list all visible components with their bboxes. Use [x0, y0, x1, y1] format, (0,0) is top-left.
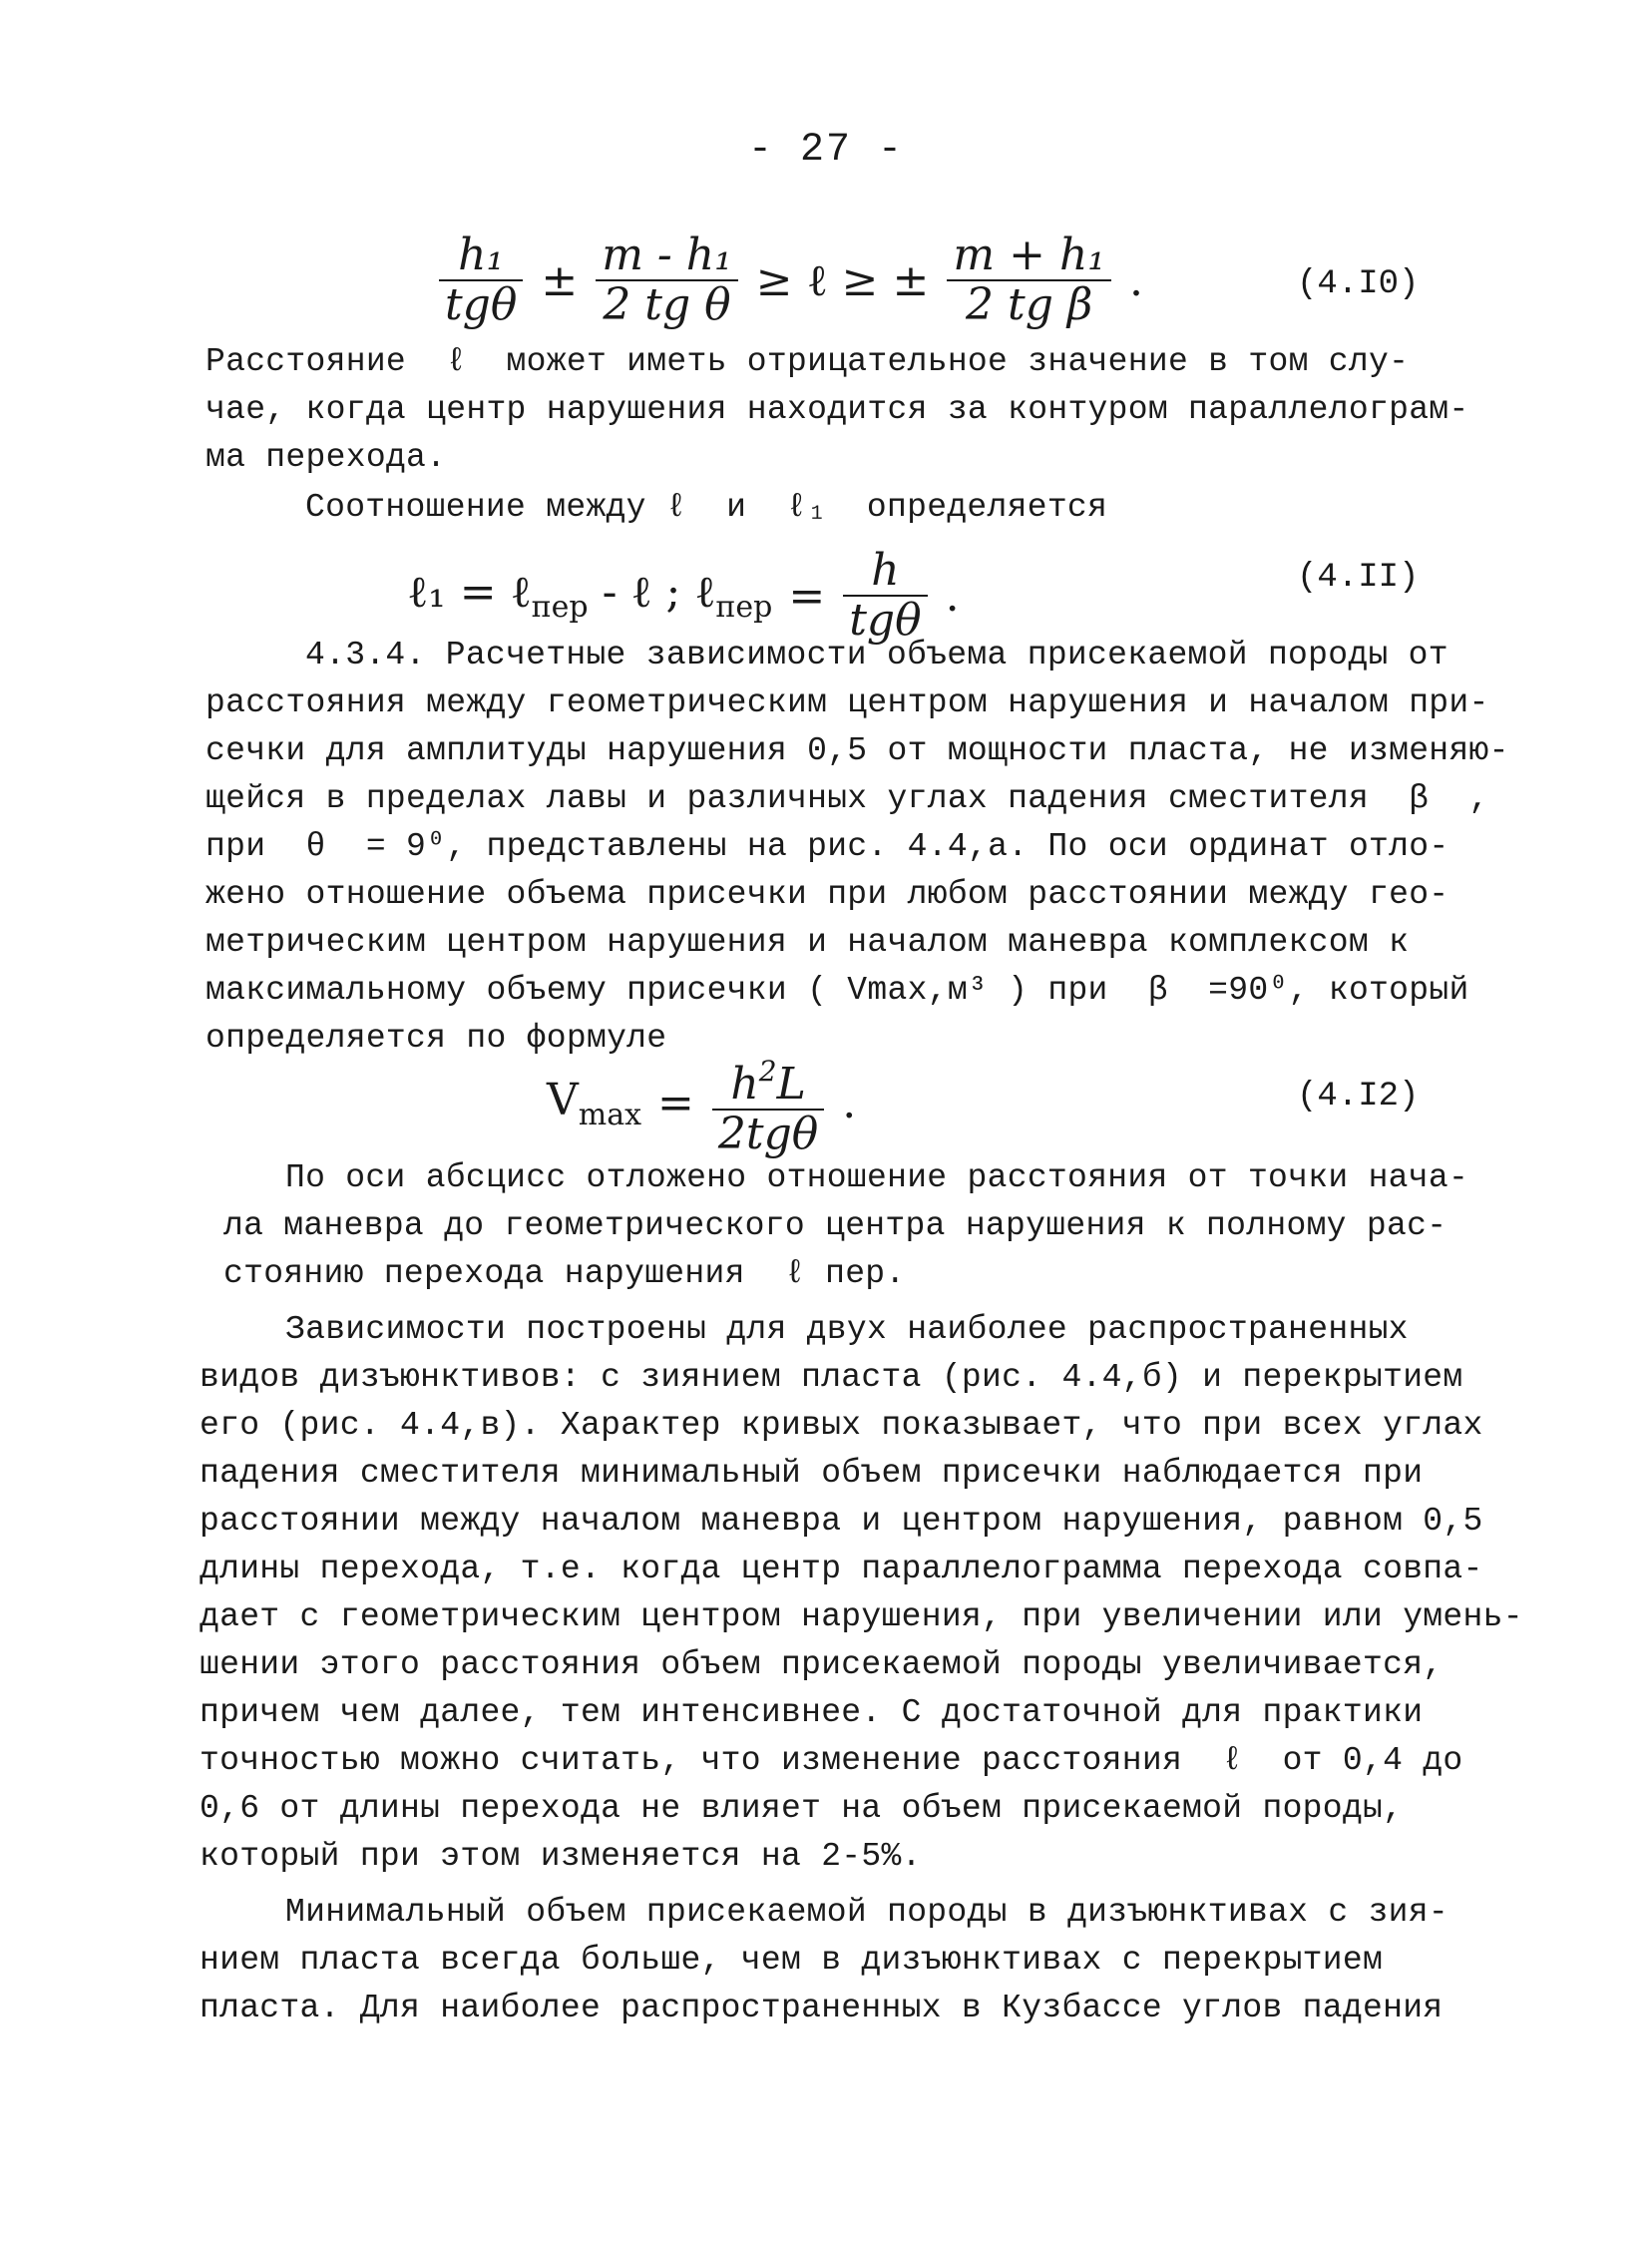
- operator: ±: [541, 254, 579, 306]
- text-line: шении этого расстояния объем присекаемой породы увеличивается,: [200, 1646, 1444, 1683]
- formula-end: .: [945, 570, 960, 622]
- numerator: m + h₁: [947, 231, 1111, 281]
- operator: =: [657, 1078, 694, 1128]
- text-line: видов дизъюнктивов: с зиянием пласта (рис. 4.4,б) и перекрытием: [200, 1359, 1463, 1396]
- denominator: tgθ: [849, 595, 922, 646]
- formula-text: V: [547, 1074, 579, 1125]
- formula-text: ℓ₁ = ℓ: [407, 567, 532, 618]
- text-line: 0,6 от длины перехода не влияет на объем присекаемой породы,: [200, 1790, 1404, 1827]
- fraction: [439, 231, 523, 329]
- text-line: чае, когда центр нарушения находится за контуром параллелограм-: [206, 391, 1469, 428]
- text-line: определяется по формуле: [206, 1020, 667, 1057]
- text-line: дает с геометрическим центром нарушения, при увеличении или умень-: [200, 1598, 1523, 1635]
- formula-text: - ℓ ; ℓ: [588, 567, 716, 618]
- equation-number: (4.I2): [1297, 1078, 1420, 1116]
- formula-part: [407, 567, 772, 625]
- fraction: [843, 547, 927, 645]
- formula-part: [547, 1075, 641, 1132]
- text-line: Минимальный объем присекаемой породы в дизъюнктивах с зия-: [285, 1894, 1448, 1931]
- text-line: Зависимости построены для двух наиболее распространенных: [285, 1311, 1409, 1348]
- text-line: причем чем далее, тем интенсивнее. С достаточной для практики: [200, 1694, 1424, 1731]
- denominator: 2tgθ: [717, 1109, 819, 1159]
- numerator: m - h₁: [596, 231, 738, 281]
- operator: ≥ ℓ ≥ ±: [755, 254, 930, 306]
- text-line: нием пласта всегда больше, чем в дизъюнктивах с перекрытием: [200, 1942, 1384, 1979]
- formula-4-12: [539, 1048, 864, 1158]
- text-line: его (рис. 4.4,в). Характер кривых показывает, что при всех углах: [200, 1407, 1483, 1444]
- text-line: щейся в пределах лавы и различных углах падения сместителя β ,: [206, 780, 1489, 817]
- operator: =: [788, 570, 826, 622]
- denominator: 2 tg θ: [603, 279, 731, 330]
- subscript: пер: [531, 590, 589, 625]
- text-line: максимальному объему присечки ( Vmax,м³ ) при β =90⁰, который: [206, 972, 1469, 1009]
- text-line: расстоянии между началом маневра и центром нарушения, равном 0,5: [200, 1503, 1483, 1540]
- denominator: 2 tg β: [966, 279, 1093, 330]
- equation-number: (4.I0): [1297, 265, 1420, 303]
- text-line: Соотношение между ℓ и ℓ₁ определяется: [305, 489, 1108, 526]
- text-line: точностью можно считать, что изменение расстояния ℓ от 0,4 до: [200, 1742, 1463, 1779]
- text-line: 4.3.4. Расчетные зависимости объема присекаемой породы от: [305, 637, 1448, 673]
- text-line: пласта. Для наиболее распространенных в Кузбассе углов падения: [200, 1990, 1444, 2026]
- text-line: падения сместителя минимальный объем присечки наблюдается при: [200, 1455, 1424, 1492]
- text-line: стоянию перехода нарушения ℓ пер.: [223, 1255, 906, 1292]
- formula-text: h: [730, 1059, 759, 1110]
- text-line: ла маневра до геометрического центра нарушения к полному рас-: [223, 1207, 1447, 1244]
- text-line: расстояния между геометрическим центром нарушения и началом при-: [206, 684, 1489, 721]
- text-line: при θ = 9⁰, представлены на рис. 4.4,а. По оси ординат отло-: [206, 828, 1449, 865]
- text-line: длины перехода, т.е. когда центр параллелограмма перехода совпа-: [200, 1551, 1483, 1587]
- numerator: h₁: [439, 231, 523, 281]
- equation-number: (4.II): [1297, 559, 1420, 597]
- subscript: пер: [715, 590, 773, 625]
- fraction: [947, 231, 1111, 329]
- text-line: жено отношение объема присечки при любом расстоянии между гео-: [206, 876, 1449, 913]
- fraction: [712, 1048, 824, 1158]
- page-number: - 27 -: [747, 128, 905, 173]
- numerator: [712, 1048, 824, 1111]
- superscript: 2: [758, 1055, 777, 1088]
- formula-4-10: [429, 231, 1151, 329]
- text-line: метрическим центром нарушения и началом маневра комплексом к: [206, 924, 1410, 961]
- formula-4-11: [399, 547, 968, 645]
- subscript: max: [578, 1097, 642, 1132]
- denominator: tgθ: [445, 279, 518, 330]
- text-line: сечки для амплитуды нарушения 0,5 от мощности пласта, не изменяю-: [206, 732, 1509, 769]
- numerator: h: [843, 547, 927, 597]
- text-line: Расстояние ℓ может иметь отрицательное значение в том слу-: [206, 343, 1410, 380]
- text-line: который при этом изменяется на 2-5%.: [200, 1838, 922, 1875]
- formula-end: .: [842, 1078, 857, 1128]
- text-line: По оси абсцисс отложено отношение расстояния от точки нача-: [285, 1159, 1469, 1196]
- formula-end: .: [1128, 254, 1143, 306]
- text-line: ма перехода.: [206, 439, 447, 476]
- formula-text: L: [776, 1059, 806, 1110]
- fraction: [596, 231, 738, 329]
